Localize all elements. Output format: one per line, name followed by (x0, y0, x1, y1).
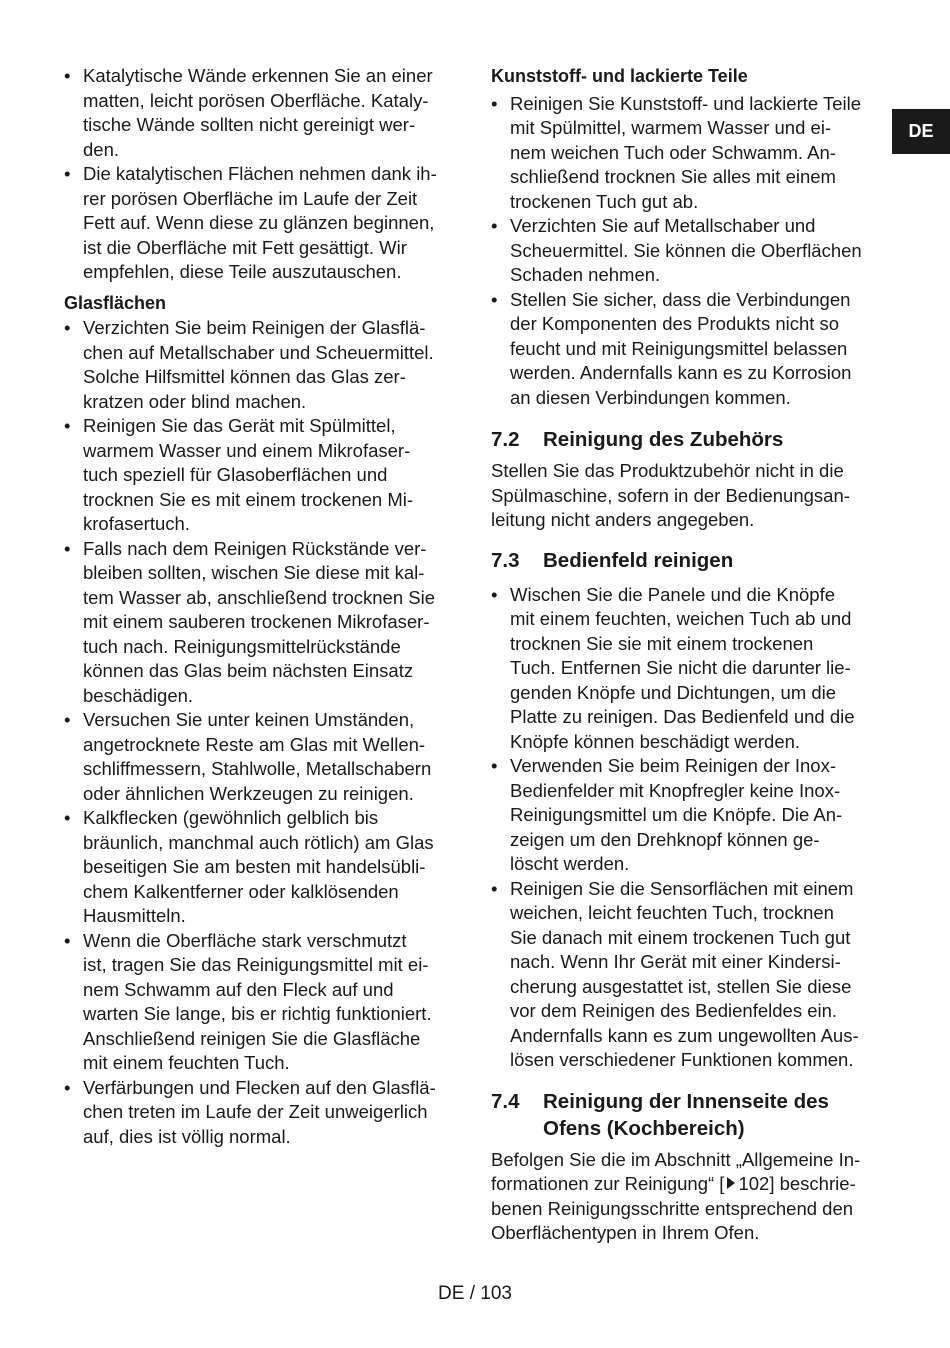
glass-bullet-list (64, 316, 464, 1149)
list-item: • Falls nach dem Reinigen Rückstände ver- bleiben sollten, wischen Sie diese mit kal- tem Wasser ab, anschließend trocknen Sie mit einem sauberen trockenen Mikrofaser- tuch nach. Reinigungsmittelrückstände können das Glas beim nächsten Einsatz beschädigen. (64, 537, 464, 709)
list-item: • Verzichten Sie beim Reinigen der Glasflä- chen auf Metallschaber und Scheuermittel. Solche Hilfsmittel können das Glas zer- kratzen oder blind machen. (64, 316, 464, 414)
plastic-bullet-list (491, 92, 891, 411)
list-item: • Reinigen Sie die Sensorflächen mit einem weichen, leicht feuchten Tuch, trocknen Sie danach mit einem trockenen Tuch gut nach. Wenn Ihr Gerät mit einer Kindersi- cherung ausgestattet ist, stellen Sie diese vor dem Reinigen des Bedienfeldes ein. Andernfalls kann es zum ungewollten Aus- lösen verschiedener Funktionen kommen. (491, 877, 891, 1073)
list-item: • Wenn die Oberfläche stark verschmutzt ist, tragen Sie das Reinigungsmittel mit ei- nem Schwamm auf den Fleck auf und warten Sie lange, bis er richtig funktioniert. Anschließend reinigen Sie die Glasfläche mit einem feuchten Tuch. (64, 929, 464, 1076)
page-reference-arrow-icon (727, 1177, 735, 1189)
page-reference-link[interactable]: 102 (738, 1173, 770, 1194)
page-footer: DE / 103 (438, 1283, 512, 1304)
list-item: • Stellen Sie sicher, dass die Verbindungen der Komponenten des Produkts nicht so feucht und mit Reinigungsmittel belassen werden. Andernfalls kann es zu Korrosion an diesen Verbindungen kommen. (491, 288, 891, 411)
body-text: Befolgen Sie die im Abschnitt „Allgemeine In- formationen zur Reinigung“ [ (491, 1148, 861, 1194)
list-item: • Reinigen Sie das Gerät mit Spülmittel, warmem Wasser und einem Mikrofaser- tuch speziell für Glasoberflächen und trocknen Sie es mit einem trockenen Mi- krofasertuch. (64, 414, 464, 537)
glass-surfaces-heading: Glasflächen (64, 292, 167, 313)
right-column (491, 64, 891, 1246)
section-title: Bedienfeld reinigen (543, 548, 734, 572)
plastic-parts-heading: Kunststoff- und lackierte Teile (491, 66, 748, 86)
section-number: 7.4 (491, 1089, 520, 1113)
section-7-2-heading (491, 426, 891, 453)
control-panel-bullet-list (491, 583, 891, 1073)
section-7-2-body: Stellen Sie das Produktzubehör nicht in die Spülmaschine, sofern in der Bedienungsan- leitung nicht anders angegeben. (491, 460, 850, 530)
section-7-4-body (491, 1148, 891, 1246)
language-tab: DE (892, 109, 950, 154)
section-7-4-heading (491, 1088, 891, 1142)
list-item: • Die katalytischen Flächen nehmen dank ih- rer porösen Oberfläche im Laufe der Zeit Fett auf. Wenn diese zu glänzen beginnen, ist die Oberfläche mit Fett gesättigt. Wir empfehlen, diese Teile auszutauschen. (64, 162, 464, 285)
section-number: 7.2 (491, 428, 520, 451)
section-7-3-heading (491, 547, 891, 574)
catalytic-bullet-list (64, 64, 464, 285)
list-item: • Verzichten Sie auf Metallschaber und Scheuermittel. Sie können die Oberflächen Schaden nehmen. (491, 214, 891, 288)
list-item: • Verwenden Sie beim Reinigen der Inox- Bedienfelder mit Knopfregler keine Inox- Reinigungsmittel um die Knöpfe. Die An- zeigen um den Drehknopf können ge- löscht werden. (491, 754, 891, 877)
list-item: • Verfärbungen und Flecken auf den Glasflä- chen treten im Laufe der Zeit unweigerlich auf, dies ist völlig normal. (64, 1076, 464, 1150)
list-item: • Katalytische Wände erkennen Sie an einer matten, leicht porösen Oberfläche. Kataly- tische Wände sollten nicht gereinigt wer- den. (64, 64, 464, 162)
list-item: • Reinigen Sie Kunststoff- und lackierte Teile mit Spülmittel, warmem Wasser und ei- nem weichen Tuch oder Schwamm. An- schließend trocknen Sie alles mit einem trockenen Tuch gut ab. (491, 92, 891, 215)
section-title: Reinigung der Innenseite des Ofens (Kochbereich) (543, 1089, 829, 1140)
body-text: ] beschrie- benen Reinigungsschritte entsprechend den Oberflächentypen in Ihrem Ofen. (491, 1173, 856, 1243)
section-title: Reinigung des Zubehörs (543, 428, 784, 451)
list-item: • Versuchen Sie unter keinen Umständen, angetrocknete Reste am Glas mit Wellen- schliffmessern, Stahlwolle, Metallschabern oder ähnlichen Werkzeugen zu reinigen. (64, 708, 464, 806)
list-item: • Kalkflecken (gewöhnlich gelblich bis bräunlich, manchmal auch rötlich) am Glas beseitigen Sie am besten mit handelsübli- chem Kalkentferner oder kalklösenden Hausmitteln. (64, 806, 464, 929)
list-item: • Wischen Sie die Panele und die Knöpfe mit einem feuchten, weichen Tuch ab und trocknen Sie sie mit einem trockenen Tuch. Entfernen Sie nicht die darunter lie- genden Knöpfe und Dichtungen, um die Platte zu reinigen. Das Bedienfeld und die Knöpfe können beschädigt werden. (491, 583, 891, 755)
section-number: 7.3 (491, 548, 520, 572)
left-column (64, 64, 464, 1149)
